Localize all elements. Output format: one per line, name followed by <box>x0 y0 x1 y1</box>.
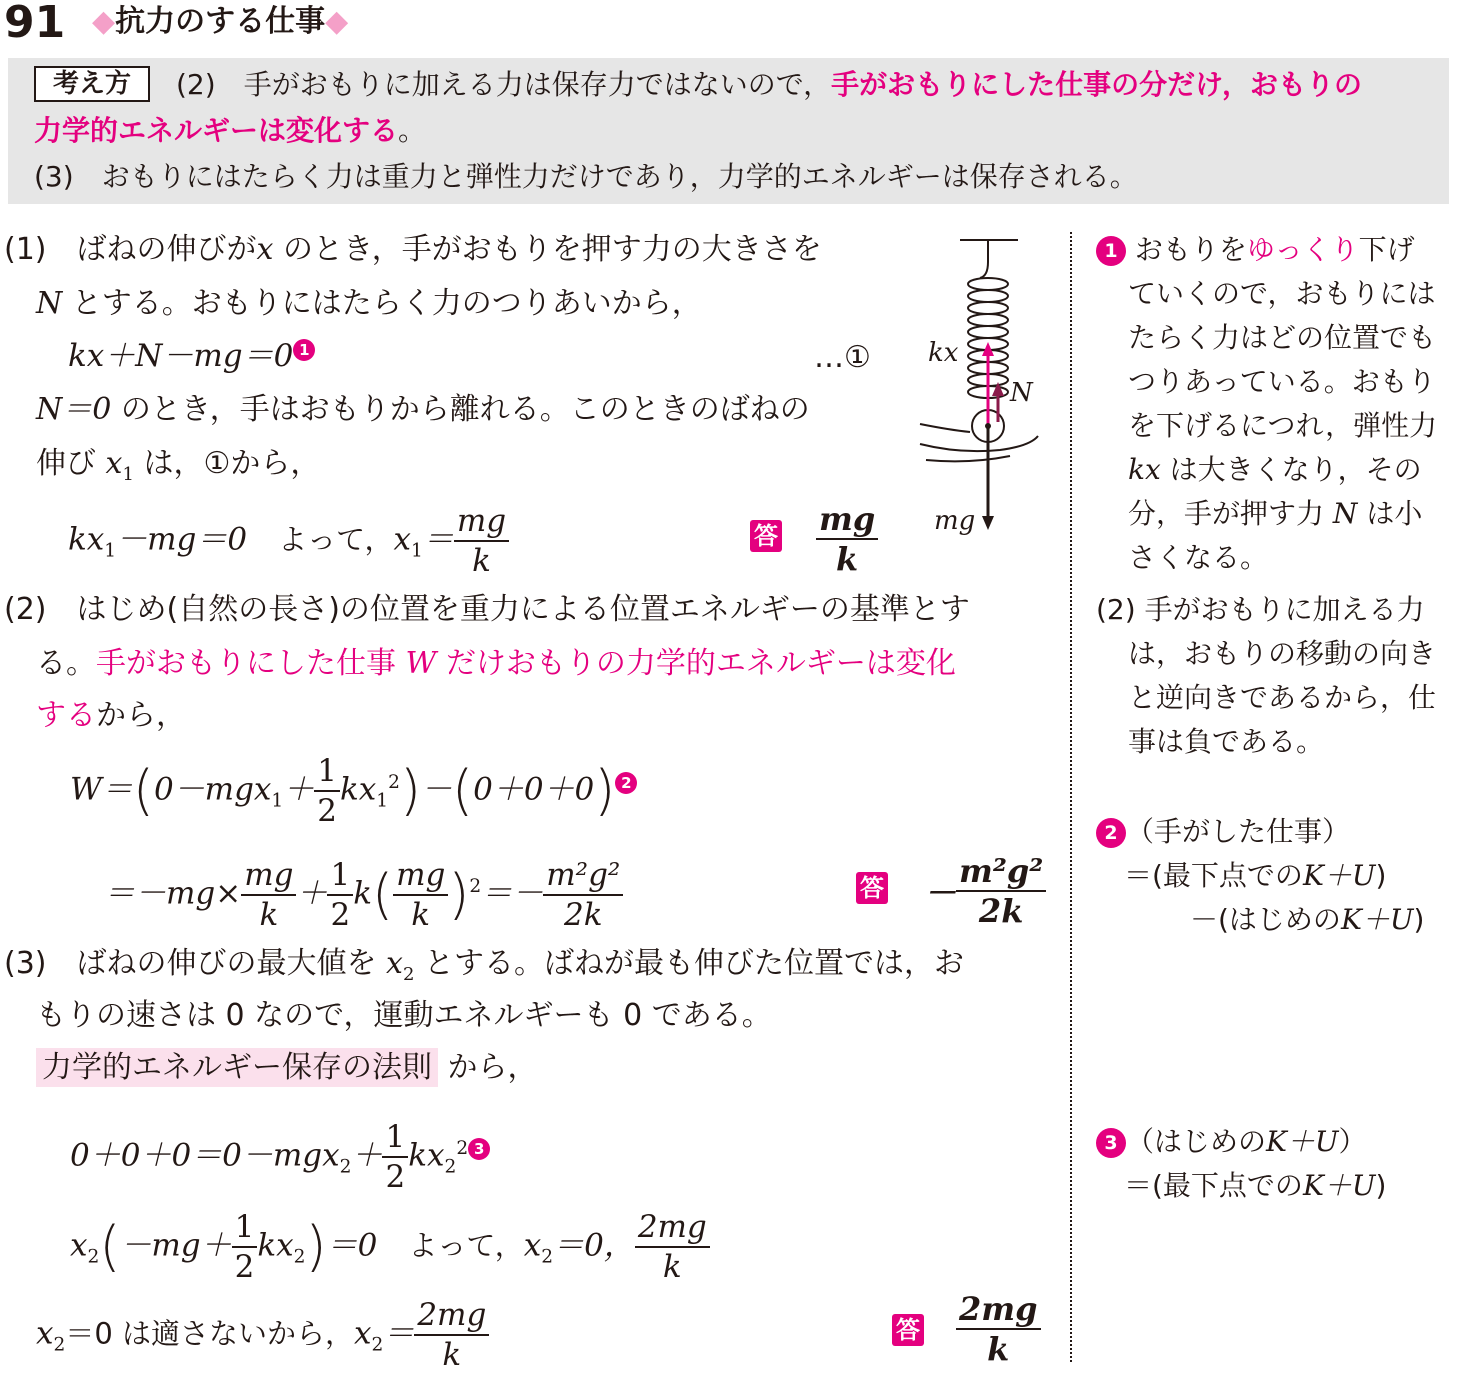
var-x: x <box>256 232 274 267</box>
paren-close: ) <box>594 759 616 822</box>
text: はじめ(自然の長さ)の位置を重力による位置エネルギーの基準とす <box>76 592 970 627</box>
subscript: 1 <box>271 790 284 812</box>
side-note-1-line: たらく力はどの位置でも <box>1128 321 1437 354</box>
equation: ＝ <box>422 521 454 558</box>
fraction <box>454 502 509 580</box>
text: ＝(最下点での <box>1124 859 1303 892</box>
numerator: m²g² <box>543 856 623 896</box>
approach-line-1 <box>176 68 1362 102</box>
equation: kx <box>339 771 377 808</box>
answer-mark: 答 <box>750 520 782 552</box>
side-note-4-line <box>1096 1120 1386 1164</box>
numerator: 2mg <box>414 1296 489 1336</box>
emphasis: 手がおもりにした仕事 <box>96 646 396 681</box>
p3-line-3 <box>36 1050 538 1086</box>
p1-eq-2 <box>68 502 509 580</box>
fraction <box>241 856 296 934</box>
denominator: k <box>442 1337 462 1373</box>
operator: ＋ <box>351 1137 383 1174</box>
side-note-1-line <box>1096 448 1437 492</box>
operator: ＋ <box>283 771 315 808</box>
side-note-1-line <box>1096 228 1437 272</box>
text: ＝(最下点での <box>1124 1169 1303 1202</box>
text: よって， <box>408 1228 524 1263</box>
numerator: mg <box>241 856 296 896</box>
fraction <box>543 856 623 934</box>
p2-answer <box>924 852 1046 930</box>
subscript: 2 <box>444 1156 457 1178</box>
side-note-2-line: は，おもりの移動の向き <box>1128 637 1437 670</box>
fraction-half <box>382 1118 408 1196</box>
note-2-icon: 2 <box>615 772 637 794</box>
p2-eq-2 <box>104 856 623 934</box>
equation: K＋U <box>1340 903 1414 936</box>
spring-figure <box>900 232 1060 542</box>
side-note-3-line <box>1096 898 1424 942</box>
side-note-3-line <box>1096 854 1424 898</box>
emphasis: だけおもりの力学的エネルギーは変化 <box>445 646 956 681</box>
paren-close: ) <box>399 759 422 822</box>
p3-line-2: もりの速さは 0 なので，運動エネルギーも 0 である。 <box>36 998 772 1033</box>
note-1-icon: 1 <box>293 339 315 361</box>
superscript: 2 <box>456 1138 469 1160</box>
equation: W＝ <box>70 771 133 808</box>
denominator: 2k <box>978 892 1024 930</box>
equation: kx <box>68 521 105 558</box>
superscript: 2 <box>388 772 400 794</box>
paren-open: ( <box>132 759 154 822</box>
var-W: W <box>405 646 437 681</box>
var-x: x <box>386 946 403 981</box>
answer-mark: 答 <box>892 1314 924 1346</box>
text: ） <box>1338 1125 1367 1158</box>
paren-close: ) <box>305 1215 327 1278</box>
diamond-icon: ◆ <box>325 4 349 39</box>
var-x: x <box>105 446 123 481</box>
approach-text: 手がおもりに加える力は保存力ではないので， <box>243 68 832 101</box>
approach-label: 考え方 <box>34 66 150 102</box>
numerator: 1 <box>232 1208 258 1248</box>
operator: ＋ <box>296 875 328 912</box>
p2-line-3 <box>36 698 186 734</box>
equation: K＋U <box>1302 1169 1376 1202</box>
denominator: 2 <box>317 793 337 829</box>
title-text: 抗力のする仕事 <box>115 4 326 39</box>
equation: ＝ <box>383 1315 415 1352</box>
equation: ＝0， <box>553 1227 635 1264</box>
denominator: 2k <box>564 897 603 933</box>
equation: 0＋0＋0 <box>473 771 595 808</box>
problem-number: 91 <box>4 0 66 48</box>
text: 下げ <box>1358 233 1415 266</box>
part-number: (3) <box>4 946 47 981</box>
p3-eq-1 <box>70 1118 490 1196</box>
side-note-3-line <box>1096 810 1424 854</box>
p1-line-1 <box>4 232 822 268</box>
approach-text: おもりにはたらく力は重力と弾性力だけであり，力学的エネルギーは保存される。 <box>101 160 1138 193</box>
p2-line-1 <box>4 592 970 628</box>
equation: ＝－mg× <box>104 875 242 912</box>
p2-eq-1 <box>70 752 637 830</box>
equation: －mg＋ <box>120 1227 232 1264</box>
note-3-icon: 3 <box>1096 1128 1126 1158</box>
equation: ＝－ <box>481 875 544 912</box>
numerator: 2mg <box>956 1290 1041 1330</box>
numerator: mg <box>816 500 878 540</box>
p1-eq-1 <box>68 336 315 376</box>
equation: k <box>353 875 372 912</box>
emphasis: する <box>36 698 96 733</box>
text: とする。おもりにはたらく力のつりあいから， <box>71 286 702 321</box>
var-x: x <box>523 1227 542 1264</box>
label-mg: mg <box>934 506 976 536</box>
denominator: k <box>472 543 491 579</box>
answer-fraction <box>816 500 878 578</box>
answer-mark: 答 <box>856 872 888 904</box>
text: ) <box>1375 1169 1387 1202</box>
numerator: 1 <box>314 752 340 792</box>
text: から， <box>96 698 186 733</box>
text: 分，手が押す力 <box>1128 497 1325 530</box>
side-note-3 <box>1096 810 1424 942</box>
subscript: 1 <box>376 790 389 812</box>
text: ) <box>1375 859 1387 892</box>
text: ばねの伸びの最大値を <box>76 946 377 981</box>
var-N: N <box>36 286 63 321</box>
subscript: 2 <box>402 964 415 985</box>
subscript: 2 <box>541 1246 554 1268</box>
fraction <box>635 1208 710 1286</box>
text: る。 <box>36 646 96 681</box>
operator: － <box>421 771 453 808</box>
fraction <box>414 1296 489 1374</box>
fraction-half <box>327 856 353 934</box>
p3-answer-label <box>892 1314 924 1346</box>
text: は小 <box>1366 497 1423 530</box>
text: とする。ばねが最も伸びた位置では，お <box>423 946 964 981</box>
text: 伸び <box>36 446 96 481</box>
subscript: 2 <box>371 1334 384 1356</box>
denominator: k <box>662 1249 682 1285</box>
text: ばねの伸びが <box>76 232 257 267</box>
answer-sign: － <box>924 874 957 912</box>
var-kx: kx <box>1128 453 1161 486</box>
emphasis: ゆっくり <box>1246 233 1359 266</box>
var-N: N <box>1332 497 1358 530</box>
var-x: x <box>393 521 411 558</box>
text: （はじめの <box>1126 1125 1267 1158</box>
paren-close: ) <box>448 863 470 926</box>
side-note-1-line: つりあっている。おもり <box>1128 365 1436 398</box>
equation: kx <box>408 1137 445 1174</box>
superscript: 2 <box>469 876 482 898</box>
part-number: (2) <box>1096 593 1136 626</box>
label-kx: kx <box>928 338 959 368</box>
denominator: k <box>411 897 431 933</box>
p1-line-4 <box>36 392 810 428</box>
side-note-1 <box>1096 228 1437 580</box>
text: おもりを <box>1134 233 1247 266</box>
text: ＝0 は適さないから， <box>65 1316 354 1351</box>
equation: 0－mgx <box>153 771 272 808</box>
note-3-icon: 3 <box>468 1138 490 1160</box>
denominator: 2 <box>330 897 351 933</box>
side-note-2-line <box>1096 588 1436 632</box>
equation: kx <box>257 1227 294 1264</box>
p1-line-5 <box>36 446 320 493</box>
var-x: x <box>354 1315 372 1352</box>
side-note-1-line <box>1096 492 1437 536</box>
approach-line-3 <box>34 160 1138 194</box>
law-highlight: 力学的エネルギー保存の法則 <box>36 1048 438 1087</box>
diamond-icon: ◆ <box>92 4 116 39</box>
subscript: 2 <box>53 1334 66 1356</box>
text: は，①から， <box>143 446 321 481</box>
side-note-1-line: ていくので，おもりには <box>1128 277 1436 310</box>
subscript: 1 <box>122 464 134 485</box>
p2-answer-label <box>856 872 888 904</box>
fraction-half <box>232 1208 258 1286</box>
numerator: 2mg <box>635 1208 710 1248</box>
denominator: 2 <box>234 1249 255 1285</box>
numerator: 1 <box>382 1118 408 1158</box>
answer-fraction <box>956 852 1046 930</box>
equation: 0＋0＋0＝0－mgx <box>70 1137 340 1174</box>
var-x: x <box>36 1315 54 1352</box>
denominator: k <box>836 540 859 578</box>
label-N: N <box>1010 378 1033 408</box>
answer-fraction <box>956 1290 1041 1368</box>
equation: K＋U <box>1266 1125 1339 1158</box>
denominator: k <box>987 1330 1010 1368</box>
p3-line-1 <box>4 946 964 993</box>
numerator: mg <box>393 856 448 896</box>
equation: N＝0 <box>36 392 112 427</box>
equation: ＝0 <box>326 1227 378 1264</box>
side-note-1-line: さくなる。 <box>1128 541 1269 574</box>
subscript: 2 <box>293 1246 306 1268</box>
p3-answer <box>956 1290 1041 1368</box>
approach-emphasis: 手がおもりにした仕事の分だけ，おもりの <box>831 68 1363 101</box>
p1-eq-ref: …① <box>814 340 871 375</box>
p3-final-line <box>36 1296 489 1374</box>
equation: kx＋N－mg＝0 <box>68 338 294 374</box>
numerator: 1 <box>327 856 353 896</box>
side-note-2 <box>1096 588 1436 764</box>
text: のとき，手がおもりを押す力の大きさを <box>282 232 822 267</box>
note-2-icon: 2 <box>1096 818 1126 848</box>
approach-text: 。 <box>398 114 427 147</box>
text: から， <box>447 1050 538 1085</box>
numerator: mg <box>454 502 509 542</box>
text: 手がおもりに加える力 <box>1144 593 1425 626</box>
text: のとき，手はおもりから離れる。このときのばねの <box>120 392 810 427</box>
approach-line-2 <box>34 114 426 148</box>
p3-eq-2 <box>70 1208 710 1286</box>
note-1-icon: 1 <box>1096 236 1126 266</box>
p1-answer-label <box>750 520 782 552</box>
subscript: 1 <box>411 540 423 562</box>
equation: K＋U <box>1302 859 1376 892</box>
side-note-4 <box>1096 1120 1386 1208</box>
side-note-2-line: 事は負である。 <box>1128 725 1325 758</box>
fraction <box>393 856 448 934</box>
p2-line-2 <box>36 646 956 682</box>
p1-answer <box>816 500 878 578</box>
approach-emphasis: 力学的エネルギーは変化する <box>34 114 399 147</box>
text: －(はじめの <box>1190 903 1341 936</box>
text: よって， <box>278 522 394 557</box>
side-note-2-line: と逆向きであるから，仕 <box>1128 681 1437 714</box>
part-number: (1) <box>4 232 47 267</box>
text: （手がした仕事） <box>1126 815 1351 848</box>
denominator: k <box>259 897 279 933</box>
side-note-1-line: を下げるにつれ，弾性力 <box>1128 409 1438 442</box>
numerator: m²g² <box>956 852 1046 892</box>
column-divider <box>1070 232 1072 1362</box>
fraction-half <box>314 752 340 830</box>
p1-line-2 <box>36 286 702 322</box>
side-note-4-line <box>1096 1164 1386 1208</box>
subscript: 1 <box>104 540 117 562</box>
text: は大きくなり，その <box>1169 453 1422 486</box>
var-x: x <box>70 1227 88 1264</box>
paren-open: ( <box>99 1215 121 1278</box>
denominator: 2 <box>385 1159 406 1195</box>
problem-title <box>92 4 348 40</box>
equation: －mg＝0 <box>116 521 248 558</box>
text: ) <box>1413 903 1425 936</box>
approach-item-num: (3) <box>34 160 74 193</box>
approach-item-num: (2) <box>176 68 216 101</box>
paren-open: ( <box>372 863 394 926</box>
part-number: (2) <box>4 592 47 627</box>
subscript: 2 <box>87 1246 100 1268</box>
paren-open: ( <box>452 759 474 822</box>
subscript: 2 <box>339 1156 352 1178</box>
